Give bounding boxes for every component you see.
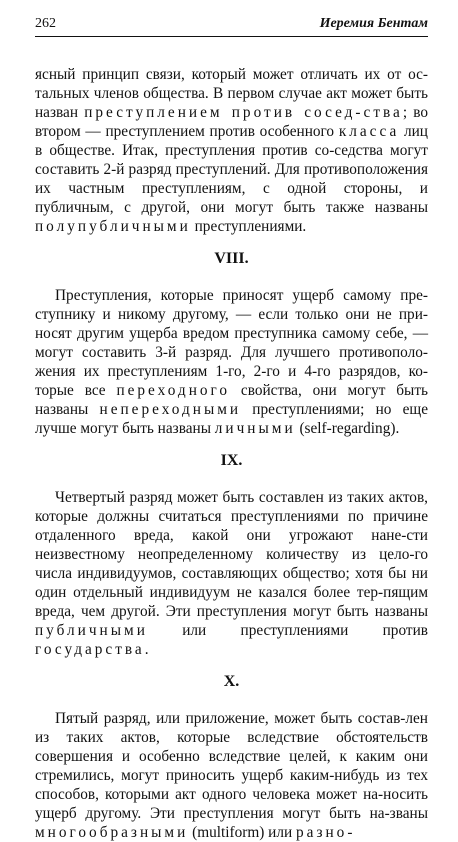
- page-number: 262: [35, 16, 56, 31]
- spaced-term: государства: [35, 641, 145, 658]
- text-segment: или преступлениями против: [147, 622, 428, 639]
- spaced-term: класса: [338, 123, 400, 140]
- paragraph-viii: [35, 286, 428, 438]
- spaced-term: полупубличными: [35, 218, 191, 235]
- text-segment: преступлениями; но еще лучше могут быть названы: [35, 401, 428, 437]
- text-segment: Четвертый разряд может быть составлен из таких актов, которые должны считаться преступлениями по причине отдаленного вреда, какой они угрожают нане-сти неизвестному неопределенному количеству из цело-го числа индивидуумов, составляющих общество; хотя бы ни один отдельный индивидуум не казался более тер-пящим вреда, чем другой. Эти преступления могут быть названы: [35, 489, 428, 620]
- spaced-term: разно-: [296, 824, 356, 841]
- spaced-term: переходного: [116, 382, 231, 399]
- running-head: [35, 14, 428, 34]
- spaced-term: личными: [214, 420, 296, 437]
- header-rule: [35, 36, 428, 37]
- section-heading-ix: IX.: [220, 452, 243, 469]
- text-segment: ; во втором — преступлением против особенного: [35, 104, 429, 140]
- text-segment: свойства, они могут быть названы: [35, 382, 428, 418]
- spaced-term: непереходными: [99, 401, 242, 418]
- spaced-term: преступлением против сосед-ства: [84, 104, 403, 121]
- text-segment: Пятый разряд, или приложение, может быть состав-лен из таких актов, которые вследствие обстоятельств совершения и особенно вследствие целей, к каким они стремились, могут приносить ущерб каким-нибудь из тех способов, которыми акт одного человека может на-носить ущерб другому. Эти преступления могут быть на-званы: [35, 710, 428, 822]
- section-heading-x: X.: [223, 673, 240, 690]
- book-page: [35, 14, 428, 842]
- paragraph-ix: [35, 488, 428, 659]
- text-segment: (multiform) или: [188, 824, 297, 841]
- text-segment: преступлениями.: [190, 218, 307, 235]
- spaced-term: многообразными: [35, 824, 189, 841]
- text-segment: .: [144, 641, 149, 658]
- section-heading-viii: VIII.: [214, 250, 249, 267]
- text-segment: (self-regarding).: [295, 420, 400, 437]
- text-segment: Преступления, которые приносят ущерб самому пре-ступнику и никому другому, — если только они не при-носят другим ущерба вредом преступника самому себе, — могут составить 3-й разряд. Для лучшего противополо-жения их преступлениям 1-го, 2-го и 4-го разрядов, ко-торые все: [35, 287, 428, 399]
- text-segment: лиц в обществе. Итак, преступления против со-седства могут составить 2-й разряд преступлений. Для противоположения их частным преступлениям, с одной стороны, и публичным, с другой, они могут быть также названы: [35, 123, 428, 216]
- paragraph-x: [35, 709, 428, 842]
- text-segment: ясный принцип связи, который может отличать их от ос-тальных членов общества. В первом случае акт может быть назван: [35, 66, 428, 121]
- paragraph-continuation: [35, 65, 428, 236]
- spaced-term: публичными: [35, 622, 148, 639]
- running-title: Иеремия Бентам: [319, 16, 428, 31]
